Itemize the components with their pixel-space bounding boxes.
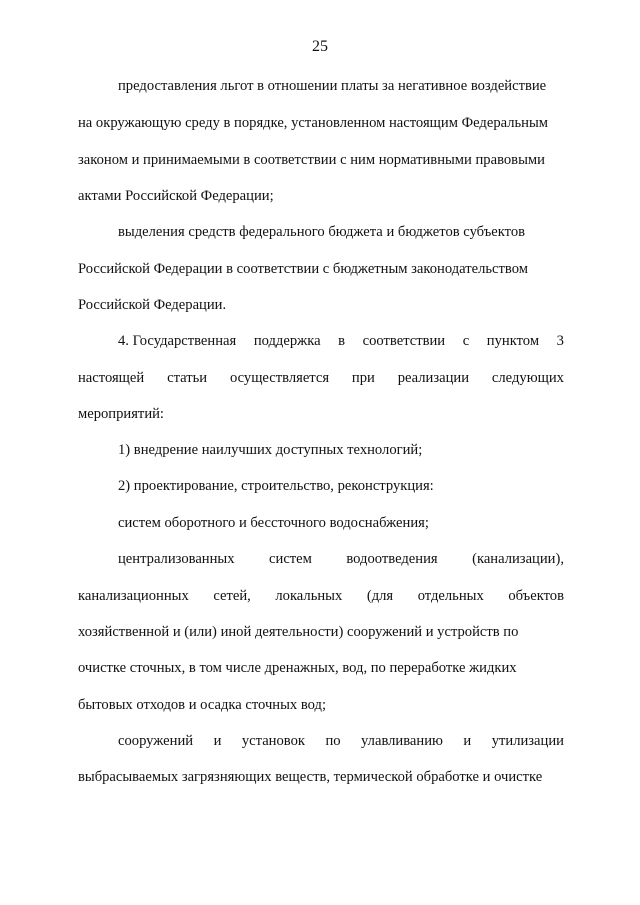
word: статьи [167,370,208,386]
word: локальных [275,588,343,604]
word: отдельных [417,588,484,604]
text-line: 1) внедрение наилучших доступных технологий; [118,442,423,458]
word: следующих [491,370,564,386]
page-number: 25 [312,38,328,55]
word: по [325,733,341,749]
word: (канализации), [472,551,564,567]
text-line: актами Российской Федерации; [78,188,274,204]
word: пунктом [486,333,540,349]
text-line: хозяйственной и (или) иной деятельности) сооружений и устройств по [78,624,519,640]
text-line: выбрасываемых загрязняющих веществ, термической обработке и очистке [78,769,543,785]
word: улавливанию [361,733,443,749]
text-line-justified [78,586,564,606]
word: поддержка [253,333,321,349]
text-line: очистке сточных, в том числе дренажных, вод, по переработке жидких [78,660,517,676]
word: настоящей [78,370,145,386]
text-line-justified [118,549,564,569]
word: централизованных [118,551,235,567]
text-line-justified [118,731,564,751]
word: сооружений [118,733,194,749]
text-line-justified [78,368,564,388]
text-line-justified [118,331,564,351]
word: при [351,370,375,386]
word: объектов [508,588,564,604]
word: (для [366,588,394,604]
word: осуществляется [229,370,330,386]
text-line: законом и принимаемыми в соответствии с ним нормативными правовыми [78,152,545,168]
word: с [462,333,470,349]
word: водоотведения [346,551,438,567]
word: 3 [556,333,564,349]
word: установок [241,733,305,749]
word: и [213,733,222,749]
text-line: выделения средств федерального бюджета и бюджетов субъектов [118,224,526,240]
text-line: предоставления льгот в отношении платы за негативное воздействие [118,78,547,94]
word: в [338,333,346,349]
text-line: Российской Федерации в соответствии с бюджетным законодательством [78,261,528,277]
word: соответствии [362,333,446,349]
text-line: бытовых отходов и осадка сточных вод; [78,697,327,713]
text-line: систем оборотного и бессточного водоснабжения; [118,515,429,531]
word: канализационных [78,588,189,604]
text-line: Российской Федерации. [78,297,227,313]
word: систем [269,551,312,567]
text-line: на окружающую среду в порядке, установленном настоящим Федеральным [78,115,549,131]
text-line: мероприятий: [78,406,164,422]
word: сетей, [213,588,251,604]
word: и [463,733,472,749]
text-line: 2) проектирование, строительство, реконструкция: [118,478,434,494]
word: 4. Государственная [118,333,237,349]
word: утилизации [491,733,564,749]
word: реализации [397,370,470,386]
